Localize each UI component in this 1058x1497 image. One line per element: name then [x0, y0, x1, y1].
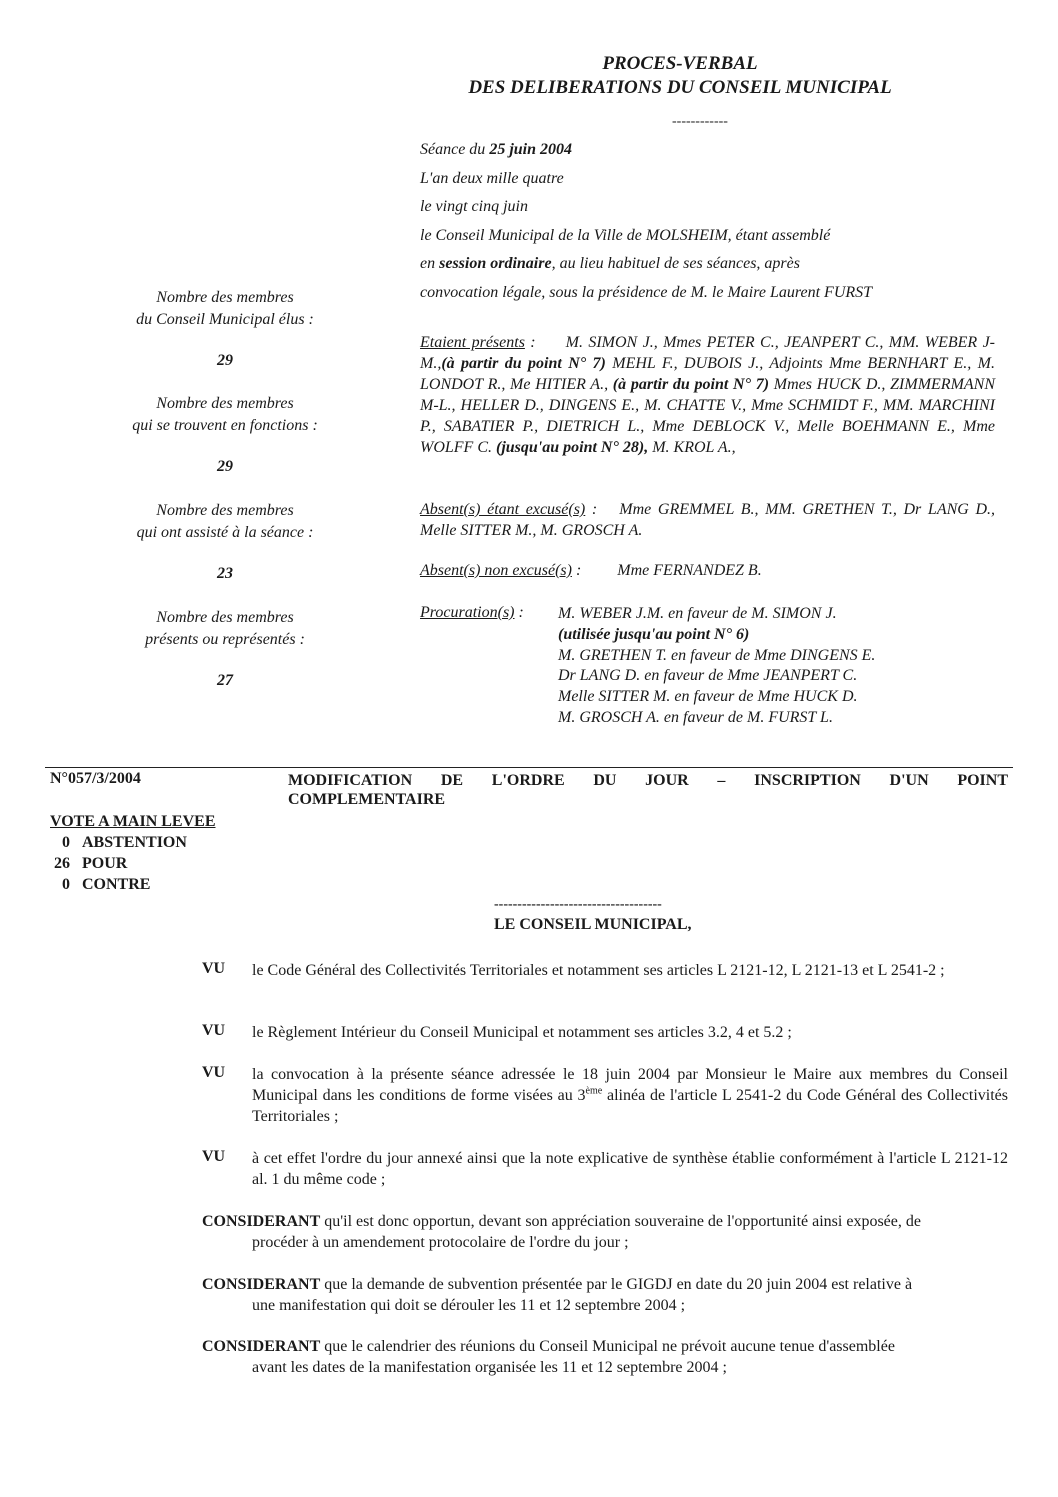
session-line-5: [420, 255, 800, 273]
vote-abstention: [50, 834, 187, 852]
council-separator: ------------------------------------: [494, 897, 662, 912]
vu-clause-3-a: la convocation à la présente séance adressée le 18 juin 2004 par Monsieur le Maire aux membres du Conseil Municipal dans les conditions de forme visées au 3: [252, 1066, 1008, 1104]
procurations-colon: :: [514, 604, 524, 621]
count-presents-label-1: Nombre des membres: [156, 609, 294, 626]
count-assiste-value: 23: [217, 565, 233, 582]
vu-keyword: VU: [202, 1064, 226, 1081]
attendance-presents: [420, 332, 995, 458]
presents-note-3: (jusqu'au point N° 28),: [496, 439, 649, 456]
session-type: session ordinaire: [439, 255, 552, 272]
document-title-line-2: DES DELIBERATIONS DU CONSEIL MUNICIPAL: [468, 77, 892, 98]
deliberation-number: N°057/3/2004: [50, 770, 141, 787]
session-line-5-post: , au lieu habituel de ses séances, après: [551, 255, 800, 272]
excuses-label: Absent(s) étant excusé(s): [420, 501, 586, 518]
considerant-3-b: avant les dates de la manifestation organisée les 11 et 12 septembre 2004 ;: [252, 1359, 727, 1376]
considerant-clause-3: [202, 1336, 1008, 1378]
presents-colon: :: [524, 334, 536, 351]
count-fonctions-label-2: qui se trouvent en fonctions :: [132, 417, 318, 434]
presents-note-2: (à partir du point N° 7): [612, 376, 770, 393]
session-line-5-pre: en: [420, 255, 440, 272]
vu-clause-3: [252, 1064, 1008, 1127]
considerant-2-a: que la demande de subvention présentée par le GIGDJ en date du 20 juin 2004 est relative à: [320, 1276, 913, 1293]
vu-clause-3-b: alinéa de l'article L 2541-2 du Code Général des Collectivités Territoriales ;: [252, 1087, 1008, 1125]
vu-clause-2: le Règlement Intérieur du Conseil Municipal et notamment ses articles 3.2, 4 et 5.2 ;: [252, 1024, 792, 1041]
attendance-excuses: [420, 499, 995, 541]
attendance-non-excuses: [420, 562, 762, 580]
non-excuses-label: Absent(s) non excusé(s): [420, 562, 572, 579]
excuses-text: Mme GREMMEL B., MM. GRETHEN T., Dr LANG D., Melle SITTER M., M. GROSCH A.: [420, 501, 996, 539]
count-fonctions-label: [100, 393, 350, 437]
vote-count: 0: [62, 876, 70, 893]
vote-pour: [50, 855, 127, 873]
session-line-6: convocation légale, sous la présidence de M. le Maire Laurent FURST: [420, 284, 873, 301]
considerant-1-b: procéder à un amendement protocolaire de l'ordre du jour ;: [252, 1234, 629, 1251]
session-date-line: [420, 141, 572, 159]
procurations-label: Procuration(s): [420, 604, 515, 621]
vu-clause-3-sup: ème: [585, 1085, 603, 1097]
count-fonctions-value: 29: [217, 458, 233, 475]
session-line-3: le vingt cinq juin: [420, 198, 528, 215]
title-separator: ------------: [672, 114, 728, 129]
count-assiste-label: [100, 500, 350, 544]
considerant-clause-1: [202, 1211, 1008, 1253]
session-line-2: L'an deux mille quatre: [420, 170, 564, 187]
count-presents-label-2: présents ou représentés :: [145, 631, 305, 648]
non-excuses-text: Mme FERNANDEZ B.: [617, 562, 762, 579]
vote-label: CONTRE: [82, 876, 151, 893]
vote-count: 0: [62, 834, 70, 851]
vote-label: POUR: [82, 855, 128, 872]
procuration-item: Melle SITTER M. en faveur de Mme HUCK D.: [558, 688, 858, 706]
session-date: 25 juin 2004: [489, 141, 572, 158]
count-elus-label-2: du Conseil Municipal élus :: [136, 311, 314, 328]
count-presents-label: [100, 607, 350, 651]
deliberation-title-line-1: MODIFICATION DE L'ORDRE DU JOUR – INSCRIPTION D'UN POINT: [288, 772, 1008, 789]
session-date-prefix: Séance du: [420, 141, 490, 158]
procurations-label-row: [420, 604, 524, 622]
presents-text-3: Mmes HUCK D., ZIMMERMANN M-L., HELLER D., DINGENS E., M. CHATTE V., Mme SCHMIDT F., MM. MARCHINI P., SABATIER P., DIETRICH L., Mme DEBLOCK V., Melle BOEHMANN E., Mme WOLFF C.: [420, 376, 996, 456]
considerant-keyword: CONSIDERANT: [202, 1213, 321, 1230]
deliberation-title-line-2: COMPLEMENTAIRE: [288, 791, 446, 808]
procuration-item: M. GRETHEN T. en faveur de Mme DINGENS E.: [558, 646, 876, 664]
vote-contre: [50, 876, 150, 894]
considerant-3-a: que le calendrier des réunions du Conseil Municipal ne prévoit aucune tenue d'assemblée: [320, 1338, 895, 1355]
presents-note-1: (à partir du point N° 7): [441, 355, 606, 372]
presents-label: Etaient présents: [420, 334, 525, 351]
excuses-colon: :: [585, 501, 598, 518]
vote-heading: VOTE A MAIN LEVEE: [50, 813, 216, 830]
presents-text-4: M. KROL A.,: [648, 439, 736, 456]
session-line-4: le Conseil Municipal de la Ville de MOLSHEIM, étant assemblé: [420, 227, 831, 244]
vote-count: 26: [54, 855, 70, 872]
count-fonctions-label-1: Nombre des membres: [156, 395, 294, 412]
vu-clause-4: à cet effet l'ordre du jour annexé ainsi que la note explicative de synthèse établie conformément à l'article L 2121-12 al. 1 du même code ;: [252, 1150, 1008, 1188]
vote-label: ABSTENTION: [82, 834, 187, 851]
vu-clause-1: le Code Général des Collectivités Territoriales et notamment ses articles L 2121-12, L 2121-13 et L 2541-2 ;: [252, 962, 945, 979]
considerant-1-a: qu'il est donc opportun, devant son appréciation souveraine de l'opportunité ainsi exposée, de: [320, 1213, 921, 1230]
considerant-clause-2: [202, 1274, 1008, 1316]
vu-keyword: VU: [202, 1022, 226, 1039]
non-excuses-colon: :: [571, 562, 582, 579]
procuration-item: Dr LANG D. en faveur de Mme JEANPERT C.: [558, 667, 858, 685]
procuration-item: M. GROSCH A. en faveur de M. FURST L.: [558, 708, 833, 726]
count-assiste-label-2: qui ont assisté à la séance :: [136, 524, 314, 541]
procuration-item: M. WEBER J.M. en faveur de M. SIMON J.: [558, 605, 837, 622]
considerant-keyword: CONSIDERANT: [202, 1338, 321, 1355]
count-presents-value: 27: [217, 672, 233, 689]
vu-keyword: VU: [202, 960, 226, 977]
presents-text-1: M. SIMON J., Mmes PETER C., JEANPERT C., MM. WEBER J-M.,: [420, 334, 995, 372]
council-heading: LE CONSEIL MUNICIPAL,: [494, 916, 692, 933]
document-title-line-1: PROCES-VERBAL: [602, 53, 758, 74]
presents-text-2: MEHL F., DUBOIS J., Adjoints Mme BERNHART E., M. LONDOT R., Me HITIER A.,: [420, 355, 996, 393]
vu-keyword: VU: [202, 1148, 226, 1165]
procuration-note: (utilisée jusqu'au point N° 6): [558, 625, 750, 643]
considerant-2-b: une manifestation qui doit se dérouler les 11 et 12 septembre 2004 ;: [252, 1297, 686, 1314]
procurations-list: [558, 604, 875, 729]
deliberation-rule: [45, 767, 1013, 768]
count-elus-label: [100, 287, 350, 331]
count-assiste-label-1: Nombre des membres: [156, 502, 294, 519]
count-elus-value: 29: [217, 352, 233, 369]
count-elus-label-1: Nombre des membres: [156, 289, 294, 306]
considerant-keyword: CONSIDERANT: [202, 1276, 321, 1293]
